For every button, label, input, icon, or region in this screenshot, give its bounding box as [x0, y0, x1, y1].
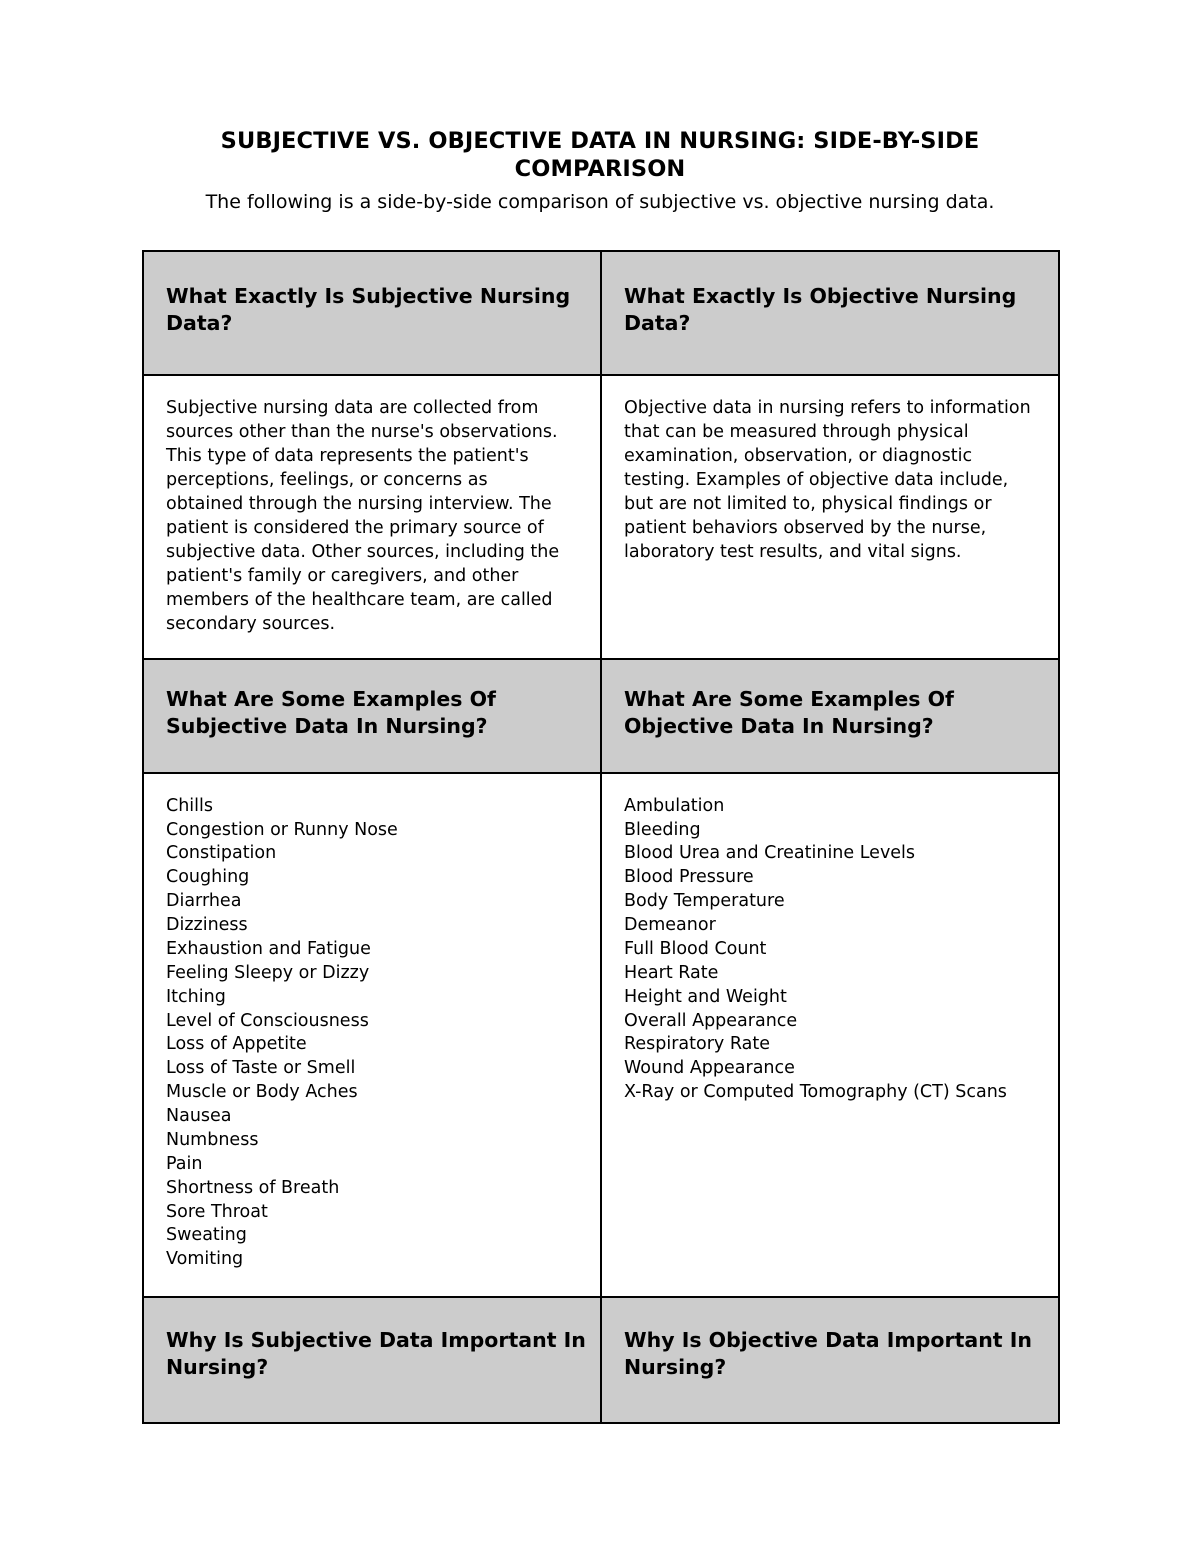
list-item: Congestion or Runny Nose	[166, 819, 398, 840]
list-item: Wound Appearance	[624, 1058, 795, 1079]
list-item: Ambulation	[624, 795, 725, 816]
list-item: X-Ray or Computed Tomography (CT) Scans	[624, 1082, 1007, 1103]
header-cell-objective-definition	[601, 251, 1059, 375]
header-cell-subjective-importance	[143, 1297, 601, 1423]
header-cell-subjective-examples	[143, 659, 601, 773]
table-row-header-definition	[143, 251, 1059, 375]
list-item: Sweating	[166, 1225, 247, 1246]
list-item: Blood Urea and Creatinine Levels	[624, 843, 916, 864]
page-subtitle: The following is a side-by-side comparison of subjective vs. objective nursing data.	[205, 190, 995, 213]
body-cell-objective-examples	[601, 773, 1059, 1298]
list-item: Sore Throat	[166, 1201, 268, 1222]
table-row-header-examples	[143, 659, 1059, 773]
header-label-objective-importance: Why Is Objective Data Important In Nursing?	[624, 1328, 1032, 1380]
body-cell-subjective-definition	[143, 375, 601, 660]
list-item: Exhaustion and Fatigue	[166, 938, 371, 959]
list-item: Loss of Taste or Smell	[166, 1058, 356, 1079]
list-item: Vomiting	[166, 1249, 244, 1270]
list-item: Dizziness	[166, 915, 248, 935]
list-item: Demeanor	[624, 915, 716, 935]
page-title: SUBJECTIVE VS. OBJECTIVE DATA IN NURSING: SIDE-BY-SIDE COMPARISON	[220, 128, 980, 182]
paragraph-objective-definition: Objective data in nursing refers to information that can be measured through physical examination, observation, or diagnostic testing. Examples of objective data include, but are not limited to, physical findings or patient behaviors observed by the nurse, laboratory test results, and vital signs.	[624, 397, 1031, 562]
list-item: Bleeding	[624, 819, 701, 840]
header-cell-subjective-definition	[143, 251, 601, 375]
table-row-header-importance	[143, 1297, 1059, 1423]
list-item: Shortness of Breath	[166, 1177, 340, 1198]
header-cell-objective-examples	[601, 659, 1059, 773]
header-label-objective-examples: What Are Some Examples Of Objective Data In Nursing?	[624, 687, 954, 739]
paragraph-subjective-definition: Subjective nursing data are collected from sources other than the nurse's observations. This type of data represents the patient's perceptions, feelings, or concerns as obtained through the nursing interview. The patient is considered the primary source of subjective data. Other sources, including the patient's family or caregivers, and other members of the healthcare team, are called secondary sources.	[166, 397, 560, 635]
list-item: Numbness	[166, 1129, 259, 1150]
header-label-objective-definition: What Exactly Is Objective Nursing Data?	[624, 284, 1017, 336]
list-item: Chills	[166, 795, 214, 816]
list-item: Heart Rate	[624, 962, 719, 983]
list-item: Overall Appearance	[624, 1010, 798, 1031]
list-item: Itching	[166, 986, 226, 1007]
list-item: Height and Weight	[624, 986, 787, 1007]
list-item: Body Temperature	[624, 891, 785, 912]
list-item: Diarrhea	[166, 891, 242, 912]
list-item: Loss of Appetite	[166, 1034, 307, 1055]
list-item: Full Blood Count	[624, 938, 767, 959]
list-item: Pain	[166, 1153, 203, 1174]
list-item: Blood Pressure	[624, 867, 754, 888]
header-label-subjective-examples: What Are Some Examples Of Subjective Data In Nursing?	[166, 687, 496, 739]
list-item: Feeling Sleepy or Dizzy	[166, 962, 370, 983]
body-cell-objective-definition	[601, 375, 1059, 660]
list-item: Coughing	[166, 867, 250, 888]
list-item: Respiratory Rate	[624, 1034, 770, 1055]
list-objective-examples	[602, 774, 1058, 1129]
header-label-subjective-importance: Why Is Subjective Data Important In Nursing?	[166, 1328, 586, 1380]
table-row-examples-body	[143, 773, 1059, 1298]
list-item: Muscle or Body Aches	[166, 1082, 358, 1103]
body-cell-subjective-examples	[143, 773, 601, 1298]
list-item: Level of Consciousness	[166, 1010, 369, 1031]
list-item: Nausea	[166, 1106, 232, 1126]
header-label-subjective-definition: What Exactly Is Subjective Nursing Data?	[166, 284, 571, 336]
list-item: Constipation	[166, 843, 277, 864]
subjective-objective-comparison-table	[142, 250, 1060, 1424]
list-subjective-examples	[144, 774, 600, 1297]
document-header	[0, 0, 1200, 214]
table-row-definition-body	[143, 375, 1059, 660]
header-cell-objective-importance	[601, 1297, 1059, 1423]
